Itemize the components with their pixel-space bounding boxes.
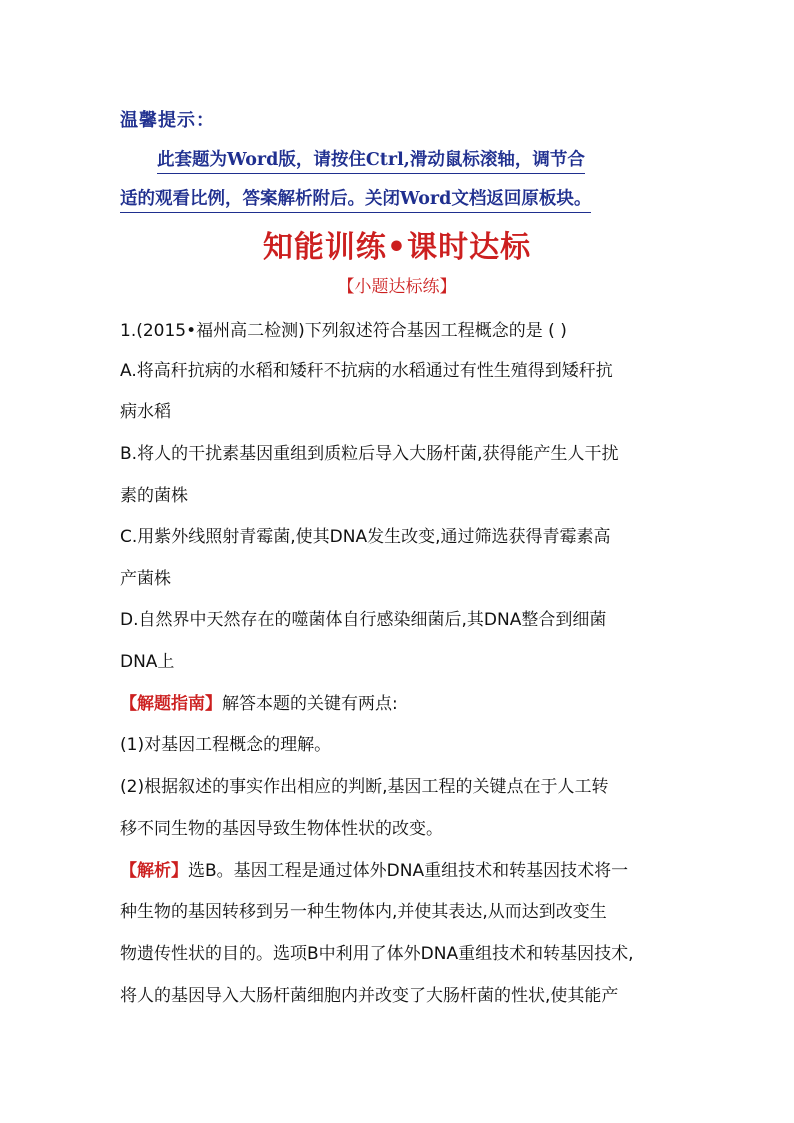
- analysis-line-3: 物遗传性状的目的。选项B中利用了体外DNA重组技术和转基因技术,: [120, 944, 634, 964]
- option-a-line-2: 病水稻: [120, 402, 171, 422]
- guide-point-2-line-1: (2)根据叙述的事实作出相应的判断,基因工程的关键点在于人工转: [120, 777, 609, 797]
- analysis-line-1: [120, 856, 628, 881]
- guide-text: 解答本题的关键有两点:: [222, 694, 398, 714]
- analysis-text-1: 选B。基因工程是通过体外DNA重组技术和转基因技术将一: [188, 861, 629, 881]
- tip-line-1: 此套题为Word版，请按住Ctrl,滑动鼠标滚轴，调节合: [157, 146, 585, 174]
- option-d-line-1: D.自然界中天然存在的噬菌体自行感染细菌后,其DNA整合到细菌: [120, 610, 607, 630]
- question-stem: 1.(2015•福州高二检测)下列叙述符合基因工程概念的是 ( ): [120, 321, 567, 341]
- tip-line-2: 适的观看比例，答案解析附后。关闭Word文档返回原板块。: [120, 185, 591, 213]
- guide-line: [120, 689, 398, 714]
- option-b-line-1: B.将人的干扰素基因重组到质粒后导入大肠杆菌,获得能产生人干扰: [120, 444, 619, 464]
- analysis-line-2: 种生物的基因转移到另一种生物体内,并使其表达,从而达到改变生: [120, 902, 607, 922]
- main-title: 知能训练•课时达标: [262, 230, 532, 265]
- guide-point-2-line-2: 移不同生物的基因导致生物体性状的改变。: [120, 819, 443, 839]
- analysis-line-4: 将人的基因导入大肠杆菌细胞内并改变了大肠杆菌的性状,使其能产: [120, 986, 619, 1006]
- option-c-line-2: 产菌株: [120, 569, 171, 589]
- guide-label: 【解题指南】: [120, 694, 222, 714]
- tip-title: 温馨提示：: [120, 110, 215, 131]
- guide-point-1: (1)对基因工程概念的理解。: [120, 735, 332, 755]
- option-a-line-1: A.将高秆抗病的水稻和矮秆不抗病的水稻通过有性生殖得到矮秆抗: [120, 361, 613, 381]
- sub-title: 【小题达标练】: [337, 277, 457, 297]
- option-b-line-2: 素的菌株: [120, 486, 188, 506]
- option-c-line-1: C.用紫外线照射青霉菌,使其DNA发生改变,通过筛选获得青霉素高: [120, 527, 611, 547]
- option-d-line-2: DNA上: [120, 652, 175, 672]
- analysis-label: 【解析】: [120, 861, 188, 881]
